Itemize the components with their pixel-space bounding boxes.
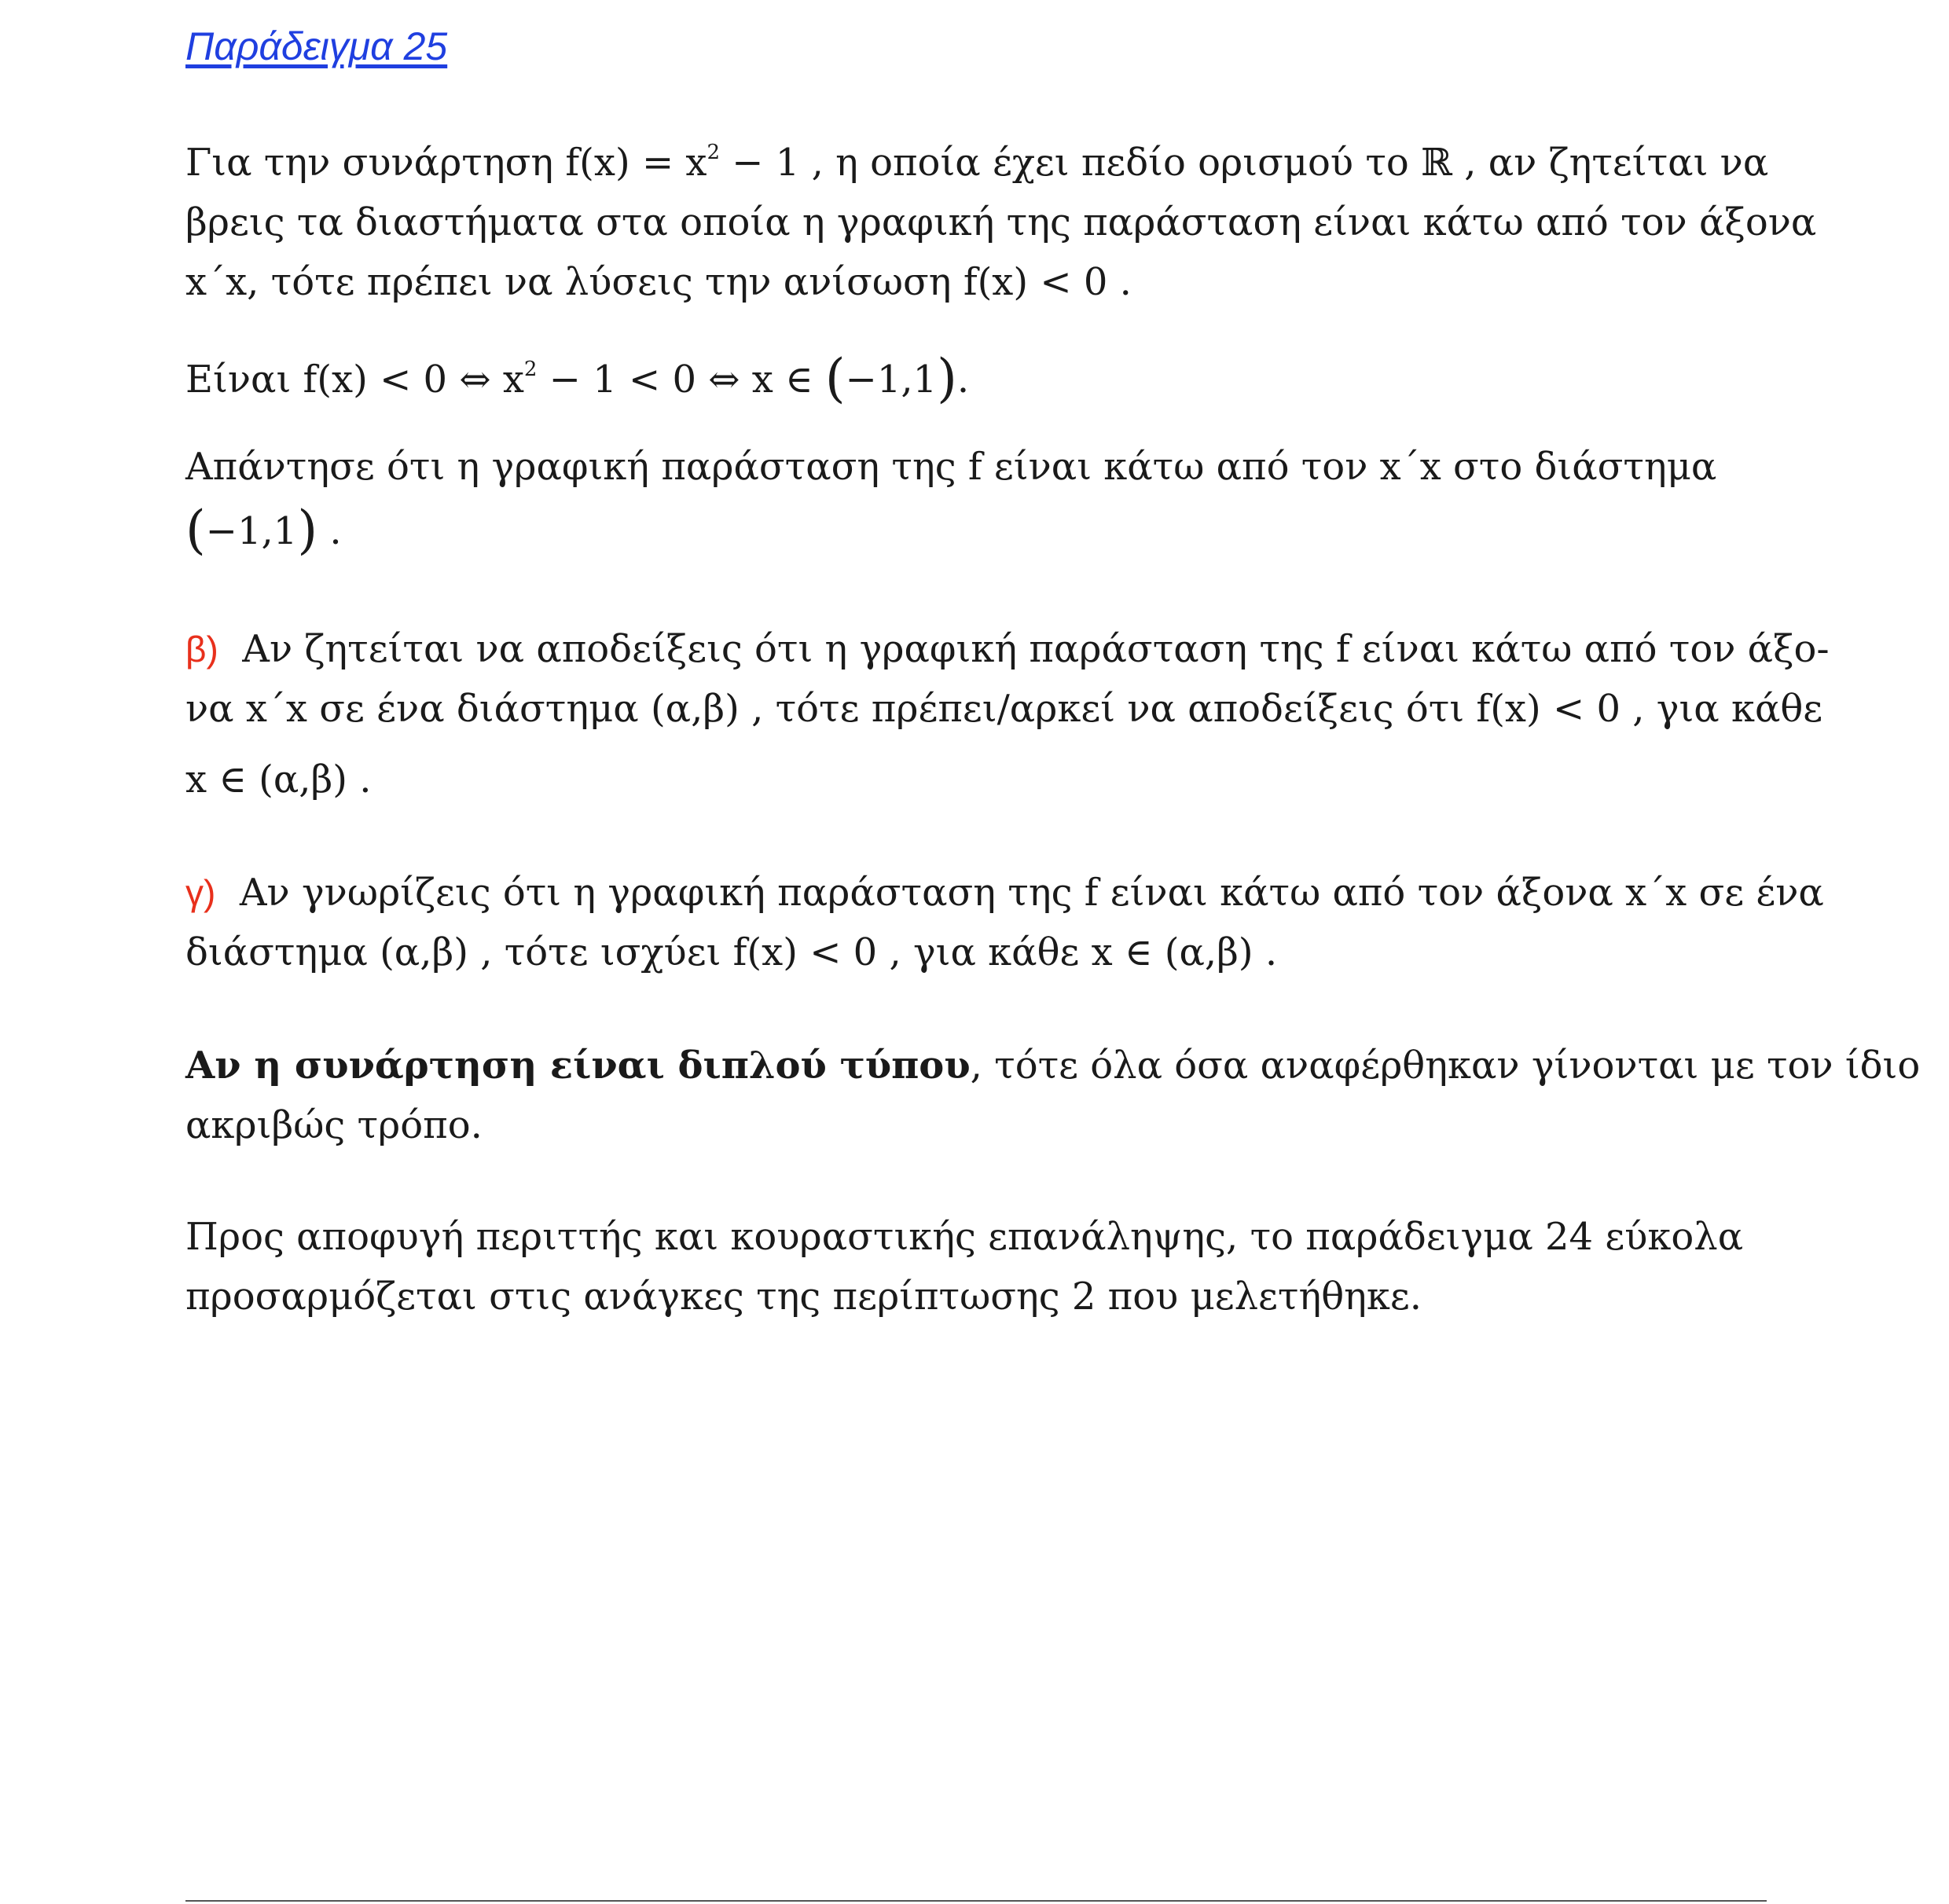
double-line-2: ακριβώς τρόπο. [185,1103,483,1147]
double-line-1-rest: , τότε όλα όσα αναφέρθηκαν γίνονται με τον ίδιο [970,1044,1921,1088]
solution-text-2: − 1 < 0 ⇔ x ∈ [537,358,825,402]
intro-line-3: x΄x, τότε πρέπει να λύσεις την ανίσωση f(x) < 0 . [185,260,1132,304]
exponent: 2 [707,141,721,164]
closing-line-1: Προς αποφυγή περιττής και κουραστικής επανάληψης, το παράδειγμα 24 εύκολα [185,1215,1744,1259]
right-paren: ) [297,500,318,560]
intro-line-1 [185,126,1816,193]
interval-value: −1,1 [205,509,298,553]
gamma-line-2: διάστημα (α,β) , τότε ισχύει f(x) < 0 , για κάθε x ∈ (α,β) . [185,930,1278,974]
exponent: 2 [523,358,538,381]
right-paren: ) [937,348,957,409]
gamma-paragraph [185,863,1824,982]
intro-paragraph [185,126,1816,312]
solution-line [185,343,969,409]
closing-line-2: προσαρμόζεται στις ανάγκες της περίπτωσης 2 που μελετήθηκε. [185,1275,1422,1319]
bold-phrase: Αν η συνάρτηση είναι διπλού τύπου [185,1044,971,1088]
solution-text: Είναι f(x) < 0 ⇔ x [185,358,524,402]
answer-paragraph [185,437,1716,561]
beta-line-1-text: Αν ζητείται να αποδείξεις ότι η γραφική παράσταση της f είναι κάτω από τον άξο- [242,627,1830,671]
beta-line-1 [185,619,1830,679]
beta-paragraph [185,619,1830,809]
footer-divider [185,1900,1767,1902]
period: . [956,358,970,402]
gamma-line-1 [185,863,1824,923]
beta-line-3: x ∈ (α,β) . [185,758,372,802]
beta-line-2: να x΄x σε ένα διάστημα (α,β) , τότε πρέπει/αρκεί να αποδείξεις ότι f(x) < 0 , για κάθε [185,687,1823,731]
left-paren: ( [824,348,846,409]
answer-line-1: Απάντησε ότι η γραφική παράσταση της f είναι κάτω από τον x΄x στο διάστημα [185,445,1717,489]
example-heading[interactable]: Παράδειγμα 25 [185,24,448,68]
intro-line-1-text: Για την συνάρτηση f(x) = x [185,141,707,185]
double-type-paragraph [185,1036,1920,1155]
interval-value: −1,1 [845,358,938,402]
beta-label: β) [185,629,218,670]
gamma-label: γ) [185,872,216,913]
closing-paragraph [185,1207,1743,1326]
left-paren: ( [185,500,206,560]
period: . [317,509,342,553]
intro-line-2: βρεις τα διαστήματα στα οποία η γραφική της παράσταση είναι κάτω από τον άξονα [185,200,1817,244]
double-line-1 [185,1036,1920,1095]
gamma-line-1-text: Αν γνωρίζεις ότι η γραφική παράσταση της f είναι κάτω από τον άξονα x΄x σε ένα [239,871,1824,915]
answer-line-2 [185,497,1716,561]
intro-line-1-rest: − 1 , η οποία έχει πεδίο ορισμού το ℝ , αν ζητείται να [720,141,1769,185]
